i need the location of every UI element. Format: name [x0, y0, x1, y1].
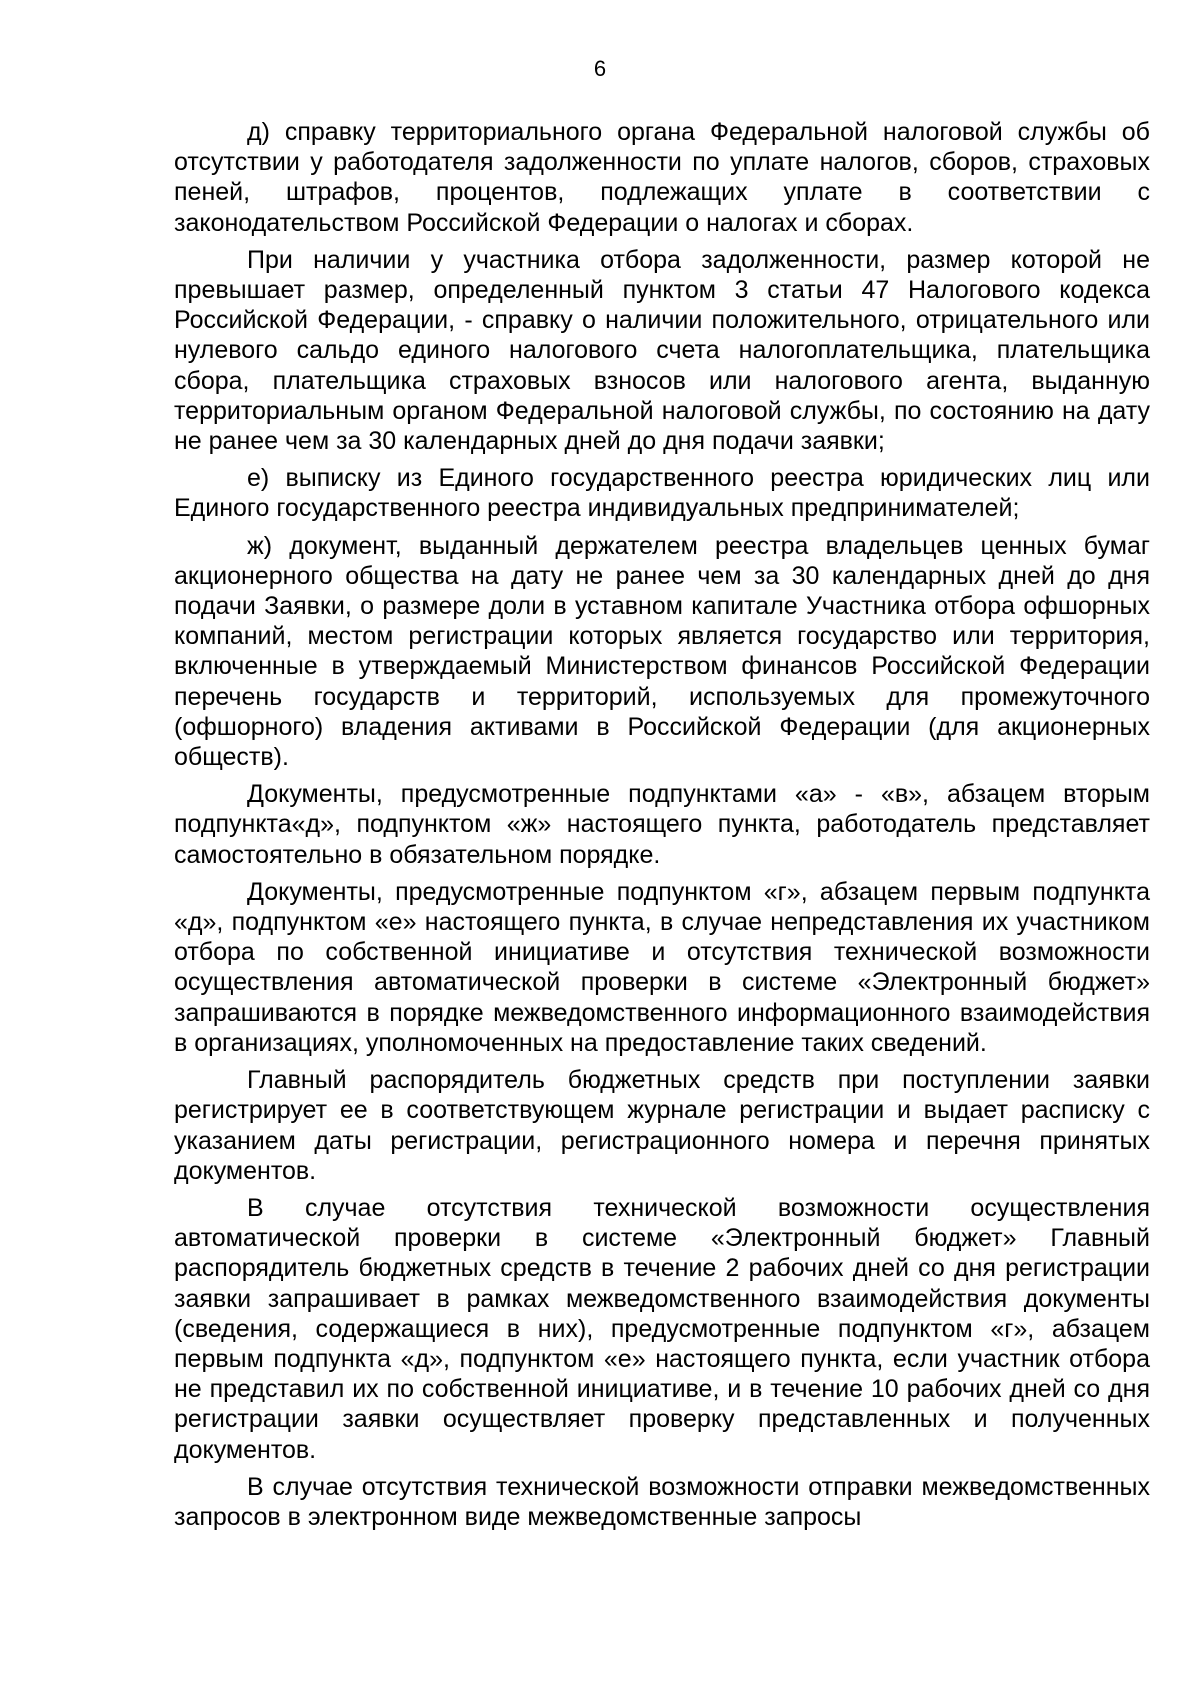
paragraph-tax-certificate: д) справку территориального органа Федеральной налоговой службы об отсутствии у работодателя задолженности по уплате налогов, сборов, страховых пеней, штрафов, процентов, подлежащих уплате в соответствии с законодательством Российской Федерации о налогах и сборах. — [174, 118, 1150, 237]
paragraph-tax-debt-balance: При наличии у участника отбора задолженности, размер которой не превышает размер, определенный пунктом 3 статьи 47 Налогового кодекса Российской Федерации, - справку о наличии положительного, отрицательного или нулевого сальдо единого налогового счета налогоплательщика, плательщика сбора, плательщика страховых взносов или налогового агента, выданную территориальным органом Федеральной налоговой службы, по состоянию на дату не ранее чем за 30 календарных дней до дня подачи заявки; — [174, 245, 1150, 456]
paragraph-mandatory-documents: Документы, предусмотренные подпунктами «а» - «в», абзацем вторым подпункта«д», подпунктом «ж» настоящего пункта, работодатель представляет самостоятельно в обязательном порядке. — [174, 780, 1150, 869]
paragraph-registry-extract: е) выписку из Единого государственного реестра юридических лиц или Единого государственного реестра индивидуальных предпринимателей; — [174, 464, 1150, 523]
paragraph-interagency-documents: Документы, предусмотренные подпунктом «г», абзацем первым подпункта «д», подпунктом «е» настоящего пункта, в случае непредставления их участником отбора по собственной инициативе и отсутствия технической возможности осуществления автоматической проверки в системе «Электронный бюджет» запрашиваются в порядке межведомственного информационного взаимодействия в организациях, уполномоченных на предоставление таких сведений. — [174, 877, 1150, 1057]
page-number: 6 — [593, 56, 607, 81]
paragraph-shareholder-register: ж) документ, выданный держателем реестра владельцев ценных бумаг акционерного общества на дату не ранее чем за 30 календарных дней до дня подачи Заявки, о размере доли в уставном капитале Участника отбора офшорных компаний, местом регистрации которых является государство или территория, включенные в утверждаемый Министерством финансов Российской Федерации перечень государств и территорий, используемых для промежуточного (офшорного) владения активами в Российской Федерации (для акционерных обществ). — [174, 531, 1150, 772]
paragraph-application-registration: Главный распорядитель бюджетных средств при поступлении заявки регистрирует ее в соответствующем журнале регистрации и выдает расписку с указанием даты регистрации, регистрационного номера и перечня принятых документов. — [174, 1066, 1150, 1185]
document-body — [174, 117, 1150, 1538]
paragraph-paper-requests: В случае отсутствия технической возможности отправки межведомственных запросов в электронном виде межведомственные запросы — [174, 1472, 1150, 1531]
paragraph-verification-procedure: В случае отсутствия технической возможности осуществления автоматической проверки в системе «Электронный бюджет» Главный распорядитель бюджетных средств в течение 2 рабочих дней со дня регистрации заявки запрашивает в рамках межведомственного взаимодействия документы (сведения, содержащиеся в них), предусмотренные подпунктом «г», абзацем первым подпункта «д», подпунктом «е» настоящего пункта, если участник отбора не представил их по собственной инициативе, и в течение 10 рабочих дней со дня регистрации заявки осуществляет проверку представленных и полученных документов. — [174, 1193, 1150, 1464]
